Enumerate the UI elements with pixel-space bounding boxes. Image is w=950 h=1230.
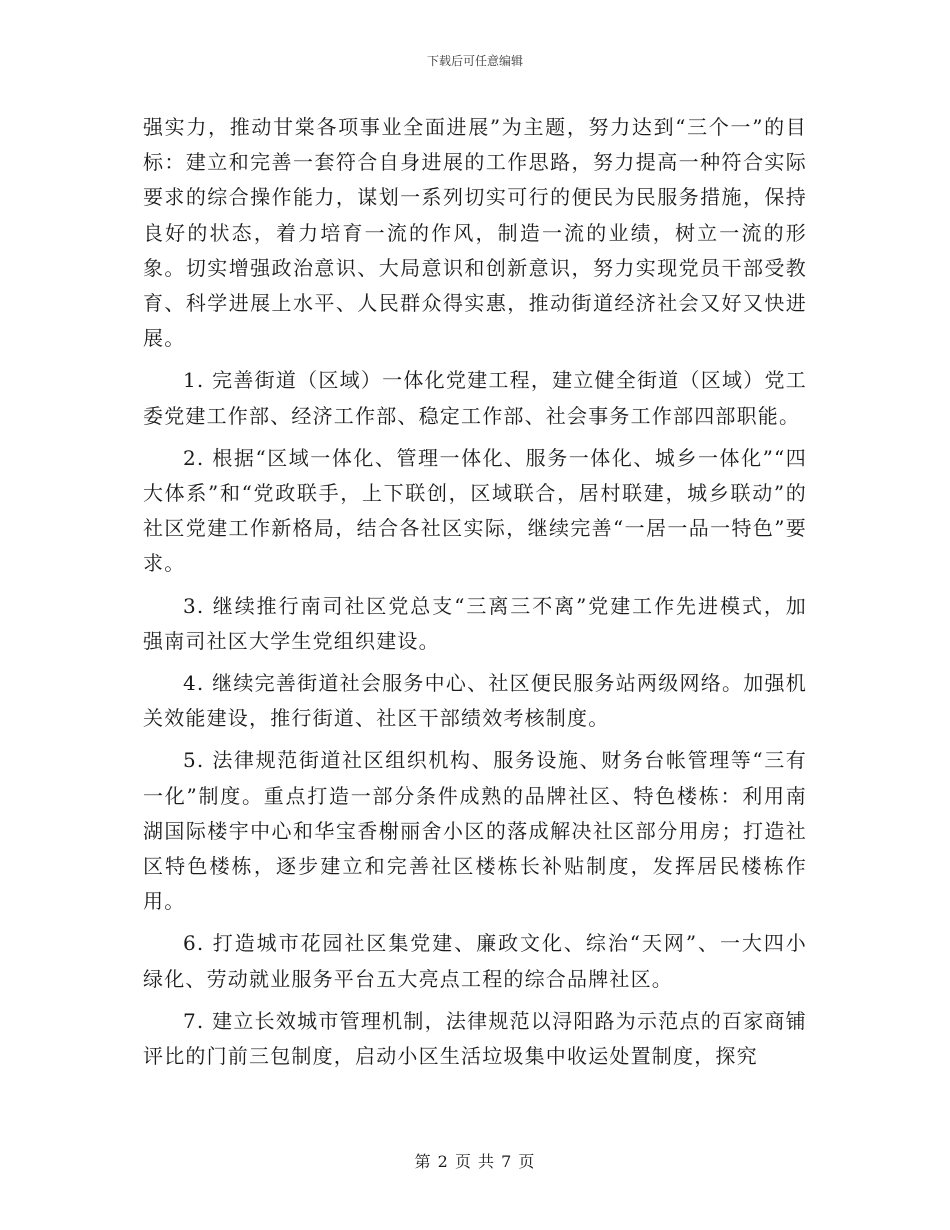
paragraph-item-1: 1. 完善街道（区域）一体化党建工程，建立健全街道（区域）党工委党建工作部、经济工作部、稳定工作部、社会事务工作部四部职能。 <box>143 368 807 428</box>
paragraph-item-4: 4. 继续完善街道社会服务中心、社区便民服务站两级网络。加强机关效能建设，推行街道、社区干部绩效考核制度。 <box>143 671 807 731</box>
paragraph-item-3: 3. 继续推行南司社区党总支“三离三不离”党建工作先进模式，加强南司社区大学生党组织建设。 <box>143 593 807 653</box>
paragraph-item-2: 2. 根据“区域一体化、管理一体化、服务一体化、城乡一体化”“四大体系”和“党政联手，上下联创，区域联合，居村联建，城乡联动”的社区党建工作新格局，结合各社区实际，继续完善“一居一品一特色”要求。 <box>143 445 807 576</box>
paragraph-item-6: 6. 打造城市花园社区集党建、廉政文化、综治“天网”、一大四小绿化、劳动就业服务平台五大亮点工程的综合品牌社区。 <box>143 931 807 991</box>
document-body <box>143 110 807 1074</box>
paragraph-item-5: 5. 法律规范街道社区组织机构、服务设施、财务台帐管理等“三有一化”制度。重点打造一部分条件成熟的品牌社区、特色楼栋：利用南湖国际楼宇中心和华宝香榭丽舍小区的落成解决社区部分用房；打造社区特色楼栋，逐步建立和完善社区楼栋长补贴制度，发挥居民楼栋作用。 <box>143 748 807 914</box>
page-header-note: 下载后可任意编辑 <box>426 54 523 68</box>
page-number-footer: 第 2 页 共 7 页 <box>414 1152 536 1171</box>
paragraph-intro-continuation: 强实力，推动甘棠各项事业全面进展”为主题，努力达到“三个一”的目标：建立和完善一套符合自身进展的工作思路，努力提高一种符合实际要求的综合操作能力，谋划一系列切实可行的便民为民服务措施，保持良好的状态，着力培育一流的作风，制造一流的业绩，树立一流的形象。切实增强政治意识、大局意识和创新意识，努力实现党员干部受教育、科学进展上水平、人民群众得实惠，推动街道经济社会又好又快进展。 <box>143 115 807 351</box>
paragraph-item-7: 7. 建立长效城市管理机制，法律规范以浔阳路为示范点的百家商铺评比的门前三包制度，启动小区生活垃圾集中收运处置制度，探究 <box>143 1008 807 1069</box>
